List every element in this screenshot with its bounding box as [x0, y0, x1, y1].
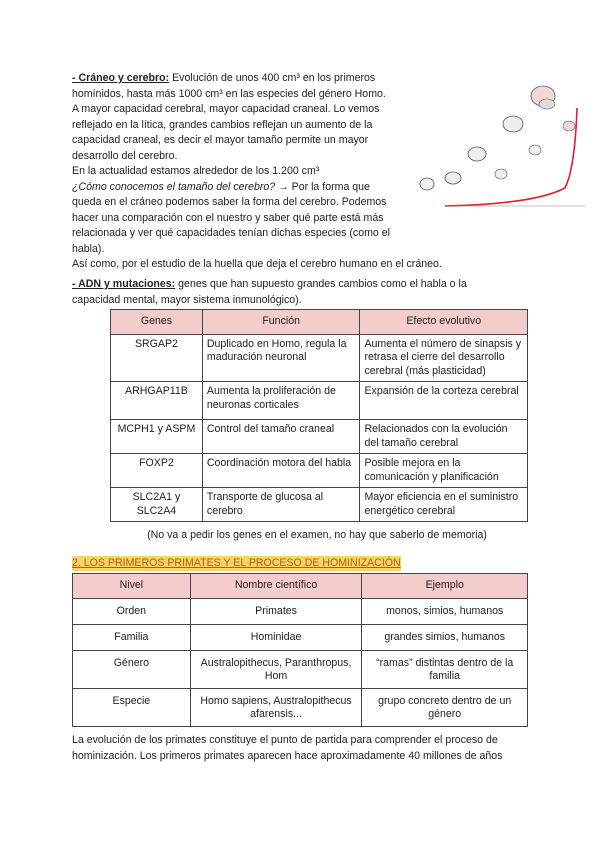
craneo-answer: → Por la forma que — [275, 180, 370, 193]
table-header: Función — [202, 310, 360, 335]
craneo-answer: hacer una comparación con el nuestro y saber qué parte está más — [72, 211, 384, 224]
craneo-answer: relacionada y ver qué capacidades tenían dichas especies (como el — [72, 227, 391, 239]
genes-caption: (No va a pedir los genes en el examen, no hay que saberlo de memoria) — [147, 529, 487, 541]
table-cell: Transporte de glucosa al cerebro — [202, 488, 360, 522]
adn-title: - ADN y mutaciones: — [72, 278, 176, 290]
craneo-line: En la actualidad estamos alrededor de los 1.200 cm³ — [72, 165, 320, 177]
table-cell: MCPH1 y ASPM — [111, 420, 203, 454]
adn-text: genes que han supuesto grandes cambios como el habla o la — [175, 278, 467, 290]
craneo-answer: Así como, por el estudio de la huella que deja el cerebro humano en el cráneo. — [72, 258, 442, 270]
table-cell: monos, simios, humanos — [362, 598, 528, 624]
craneo-line: capacidad craneal, es decir el mayor tamaño permite un mayor — [72, 134, 369, 146]
craneo-answer: habla). — [72, 242, 105, 255]
section-heading: 2. LOS PRIMEROS PRIMATES Y EL PROCESO DE HOMINIZACIÓN — [72, 557, 401, 569]
table-cell: Hominidae — [190, 624, 362, 650]
table-cell: grupo concreto dentro de un género — [362, 688, 528, 726]
craneo-line: desarrollo del cerebro. — [72, 149, 178, 162]
table-row — [111, 382, 528, 420]
table-row — [73, 598, 528, 624]
table-row — [111, 334, 528, 382]
table-cell: SRGAP2 — [111, 334, 203, 382]
table-cell: Aumenta la proliferación de neuronas corticales — [202, 382, 360, 420]
table-row — [73, 624, 528, 650]
adn-text: capacidad mental, mayor sistema inmunológico). — [72, 293, 302, 306]
table-header: Efecto evolutivo — [360, 310, 528, 335]
craneo-line: A mayor capacidad cerebral, mayor capacidad craneal. Lo vemos — [72, 103, 380, 115]
genes-table — [110, 309, 528, 522]
closing-line: La evolución de los primates constituye el punto de partida para comprender el proceso de — [72, 734, 498, 746]
table-header-row — [73, 574, 528, 599]
table-cell: FOXP2 — [111, 454, 203, 488]
table-row — [111, 454, 528, 488]
craneo-answer: queda en el cráneo podemos saber la forma del cerebro. Podemos — [72, 196, 387, 208]
table-cell: Género — [73, 650, 191, 688]
table-row — [73, 688, 528, 726]
table-row — [73, 650, 528, 688]
table-row — [111, 420, 528, 454]
table-header: Nombre científico — [190, 574, 362, 599]
brain-evolution-icon — [420, 86, 585, 206]
table-header: Nivel — [73, 574, 191, 599]
table-cell: Posible mejora en la comunicación y planificación — [360, 454, 528, 488]
closing-line: hominización. Los primeros primates aparecen hace aproximadamente 40 millones de años — [72, 749, 503, 762]
craneo-title: - Cráneo y cerebro: — [72, 72, 170, 84]
table-cell: “ramas” distintas dentro de la familia — [362, 650, 528, 688]
adn-section — [72, 277, 532, 308]
craneo-section — [72, 71, 442, 273]
taxonomy-table — [72, 573, 528, 727]
table-cell: Homo sapiens, Australopithecus afarensis... — [190, 688, 362, 726]
craneo-line: reflejado en la lítica, grandes cambios reflejan un aumento de la — [72, 118, 373, 131]
table-cell: Familia — [73, 624, 191, 650]
table-cell: grandes simios, humanos — [362, 624, 528, 650]
craneo-line: homínidos, hasta más 1000 cm³ en las especies del género Homo. — [72, 87, 386, 100]
closing-paragraph — [72, 733, 542, 764]
table-header-row — [111, 310, 528, 335]
table-cell: Coordinación motora del habla — [202, 454, 360, 488]
table-cell: Especie — [73, 688, 191, 726]
table-cell: SLC2A1 y SLC2A4 — [111, 488, 203, 522]
table-header: Genes — [111, 310, 203, 335]
table-cell: Australopithecus, Paranthropus, Hom — [190, 650, 362, 688]
table-cell: Orden — [73, 598, 191, 624]
table-header: Ejemplo — [362, 574, 528, 599]
table-cell: Duplicado en Homo, regula la maduración neuronal — [202, 334, 360, 382]
table-cell: Aumenta el número de sinapsis y retrasa el cierre del desarrollo cerebral (más plasticidad) — [360, 334, 528, 382]
table-row — [111, 488, 528, 522]
craneo-line: Evolución de unos 400 cm³ en los primeros — [169, 72, 376, 84]
table-cell: Control del tamaño craneal — [202, 420, 360, 454]
table-cell: Expansión de la corteza cerebral — [360, 382, 528, 420]
table-cell: Mayor eficiencia en el suministro energético cerebral — [360, 488, 528, 522]
craneo-question: ¿Cómo conocemos el tamaño del cerebro? — [72, 180, 276, 193]
table-cell: Relacionados con la evolución del tamaño cerebral — [360, 420, 528, 454]
table-cell: ARHGAP11B — [111, 382, 203, 420]
table-cell: Primates — [190, 598, 362, 624]
brain-evolution-figure — [415, 78, 595, 218]
